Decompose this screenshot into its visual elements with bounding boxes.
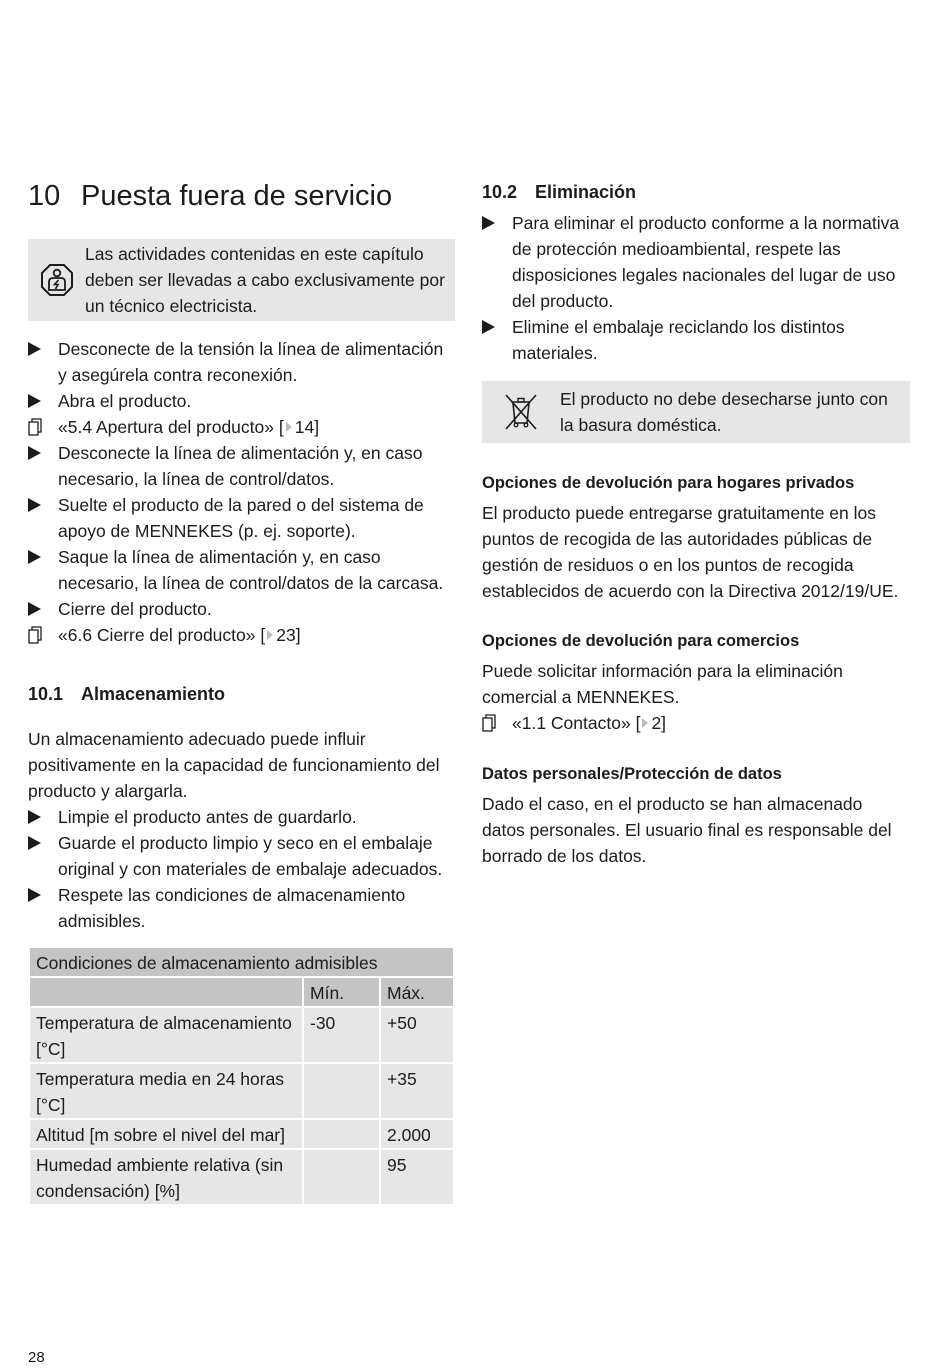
row-max: 2.000 xyxy=(380,1119,454,1149)
right-column xyxy=(482,176,910,869)
row-label: Humedad ambiente relativa (sin condensación) [%] xyxy=(29,1149,303,1205)
step-triangle-icon xyxy=(28,830,58,882)
page-number: 28 xyxy=(28,1349,45,1366)
step-triangle-icon xyxy=(482,210,512,314)
step-item xyxy=(28,596,455,622)
table-row xyxy=(29,1149,454,1205)
storage-section-title: Almacenamiento xyxy=(81,684,226,704)
row-min xyxy=(303,1149,380,1205)
step-text: Saque la línea de alimentación y, en caso necesario, la línea de control/datos de la carcasa. xyxy=(58,547,444,593)
row-min xyxy=(303,1119,380,1149)
step-item xyxy=(28,492,455,544)
step-item xyxy=(28,440,455,492)
step-text: Desconecte la línea de alimentación y, en caso necesario, la línea de control/datos. xyxy=(58,443,423,489)
row-label: Temperatura media en 24 horas [°C] xyxy=(29,1063,303,1119)
storage-steps xyxy=(28,804,455,934)
step-item xyxy=(28,882,455,934)
step-item xyxy=(482,314,910,366)
storage-intro: Un almacenamiento adecuado puede influir positivamente en la capacidad de funcionamiento del producto y alargarla. xyxy=(28,729,440,801)
reference-item xyxy=(28,414,455,440)
step-triangle-icon xyxy=(28,492,58,544)
step-item xyxy=(28,804,455,830)
table-row xyxy=(29,1007,454,1063)
decommission-steps xyxy=(28,336,455,648)
electrician-note-text: Las actividades contenidas en este capítulo deben ser llevadas a cabo exclusivamente por un técnico electricista. xyxy=(85,244,445,316)
step-text: Respete las condiciones de almacenamiento admisibles. xyxy=(58,885,406,931)
privacy-text: Dado el caso, en el producto se han almacenado datos personales. El usuario final es responsable del borrado de los datos. xyxy=(482,794,892,866)
chapter-heading xyxy=(28,176,455,220)
reference-link[interactable]: «1.1 Contacto» [ 2] xyxy=(512,713,667,733)
commercial-reference xyxy=(482,710,910,736)
table-header-min: Mín. xyxy=(303,977,380,1007)
disposal-section-number: 10.2 xyxy=(482,182,518,202)
step-item xyxy=(28,388,455,414)
reference-document-icon xyxy=(28,622,58,648)
table-header-max: Máx. xyxy=(380,977,454,1007)
households-text: El producto puede entregarse gratuitamente en los puntos de recogida de las autoridades públicas de gestión de residuos o en los puntos de recogida establecidos de acuerdo con la Directiva 2012/19/UE. xyxy=(482,503,899,601)
commercial-text: Puede solicitar información para la eliminación comercial a MENNEKES. xyxy=(482,661,843,707)
step-item xyxy=(482,210,910,314)
table-caption: Condiciones de almacenamiento admisibles xyxy=(29,947,454,977)
step-triangle-icon xyxy=(28,596,58,622)
disposal-heading xyxy=(482,179,910,205)
row-label: Altitud [m sobre el nivel del mar] xyxy=(29,1119,303,1149)
step-triangle-icon xyxy=(28,336,58,388)
reference-link[interactable]: «6.6 Cierre del producto» [ 23] xyxy=(58,625,301,645)
step-triangle-icon xyxy=(28,882,58,934)
row-max: +35 xyxy=(380,1063,454,1119)
step-triangle-icon xyxy=(28,544,58,596)
table-body xyxy=(29,1007,454,1205)
step-triangle-icon xyxy=(482,314,512,366)
households-heading: Opciones de devolución para hogares privados xyxy=(482,474,855,492)
storage-section-number: 10.1 xyxy=(28,684,64,704)
row-label: Temperatura de almacenamiento [°C] xyxy=(29,1007,303,1063)
step-item xyxy=(28,830,455,882)
page-arrow-icon xyxy=(286,422,292,432)
privacy-heading: Datos personales/Protección de datos xyxy=(482,765,782,783)
step-text: Guarde el producto limpio y seco en el embalaje original y con materiales de embalaje adecuados. xyxy=(58,833,443,879)
step-text: Cierre del producto. xyxy=(58,599,212,619)
disposal-section-title: Eliminación xyxy=(535,182,637,202)
step-text: Limpie el producto antes de guardarlo. xyxy=(58,807,357,827)
reference-document-icon xyxy=(482,710,512,736)
chapter-title: Puesta fuera de servicio xyxy=(81,180,393,212)
step-text: Elimine el embalaje reciclando los distintos materiales. xyxy=(512,317,845,363)
step-text: Abra el producto. xyxy=(58,391,192,411)
step-triangle-icon xyxy=(28,440,58,492)
step-triangle-icon xyxy=(28,388,58,414)
page-arrow-icon xyxy=(642,718,648,728)
reference-link[interactable]: «5.4 Apertura del producto» [ 14] xyxy=(58,417,320,437)
step-item xyxy=(28,544,455,596)
weee-note xyxy=(482,381,910,443)
reference-item xyxy=(28,622,455,648)
electrician-warning-icon xyxy=(28,263,85,297)
row-min xyxy=(303,1063,380,1119)
step-text: Para eliminar el producto conforme a la normativa de protección medioambiental, respete las disposiciones legales nacionales del lugar de uso del producto. xyxy=(512,213,900,311)
crossed-bin-icon xyxy=(482,392,560,432)
table-row xyxy=(29,1063,454,1119)
reference-document-icon xyxy=(28,414,58,440)
row-max: +50 xyxy=(380,1007,454,1063)
disposal-steps xyxy=(482,210,910,366)
page-arrow-icon xyxy=(267,630,273,640)
step-text: Desconecte de la tensión la línea de alimentación y asegúrela contra reconexión. xyxy=(58,339,444,385)
step-item xyxy=(28,336,455,388)
storage-conditions-table xyxy=(28,946,455,1206)
step-triangle-icon xyxy=(28,804,58,830)
reference-item xyxy=(482,710,910,736)
weee-note-text: El producto no debe desecharse junto con la basura doméstica. xyxy=(560,389,888,435)
table-header-empty xyxy=(29,977,303,1007)
chapter-number: 10 xyxy=(28,180,61,212)
commercial-heading: Opciones de devolución para comercios xyxy=(482,632,800,650)
row-max: 95 xyxy=(380,1149,454,1205)
row-min: -30 xyxy=(303,1007,380,1063)
storage-heading xyxy=(28,681,455,707)
step-text: Suelte el producto de la pared o del sistema de apoyo de MENNEKES (p. ej. soporte). xyxy=(58,495,424,541)
table-row xyxy=(29,1119,454,1149)
left-column xyxy=(28,176,455,1206)
electrician-note xyxy=(28,239,455,321)
